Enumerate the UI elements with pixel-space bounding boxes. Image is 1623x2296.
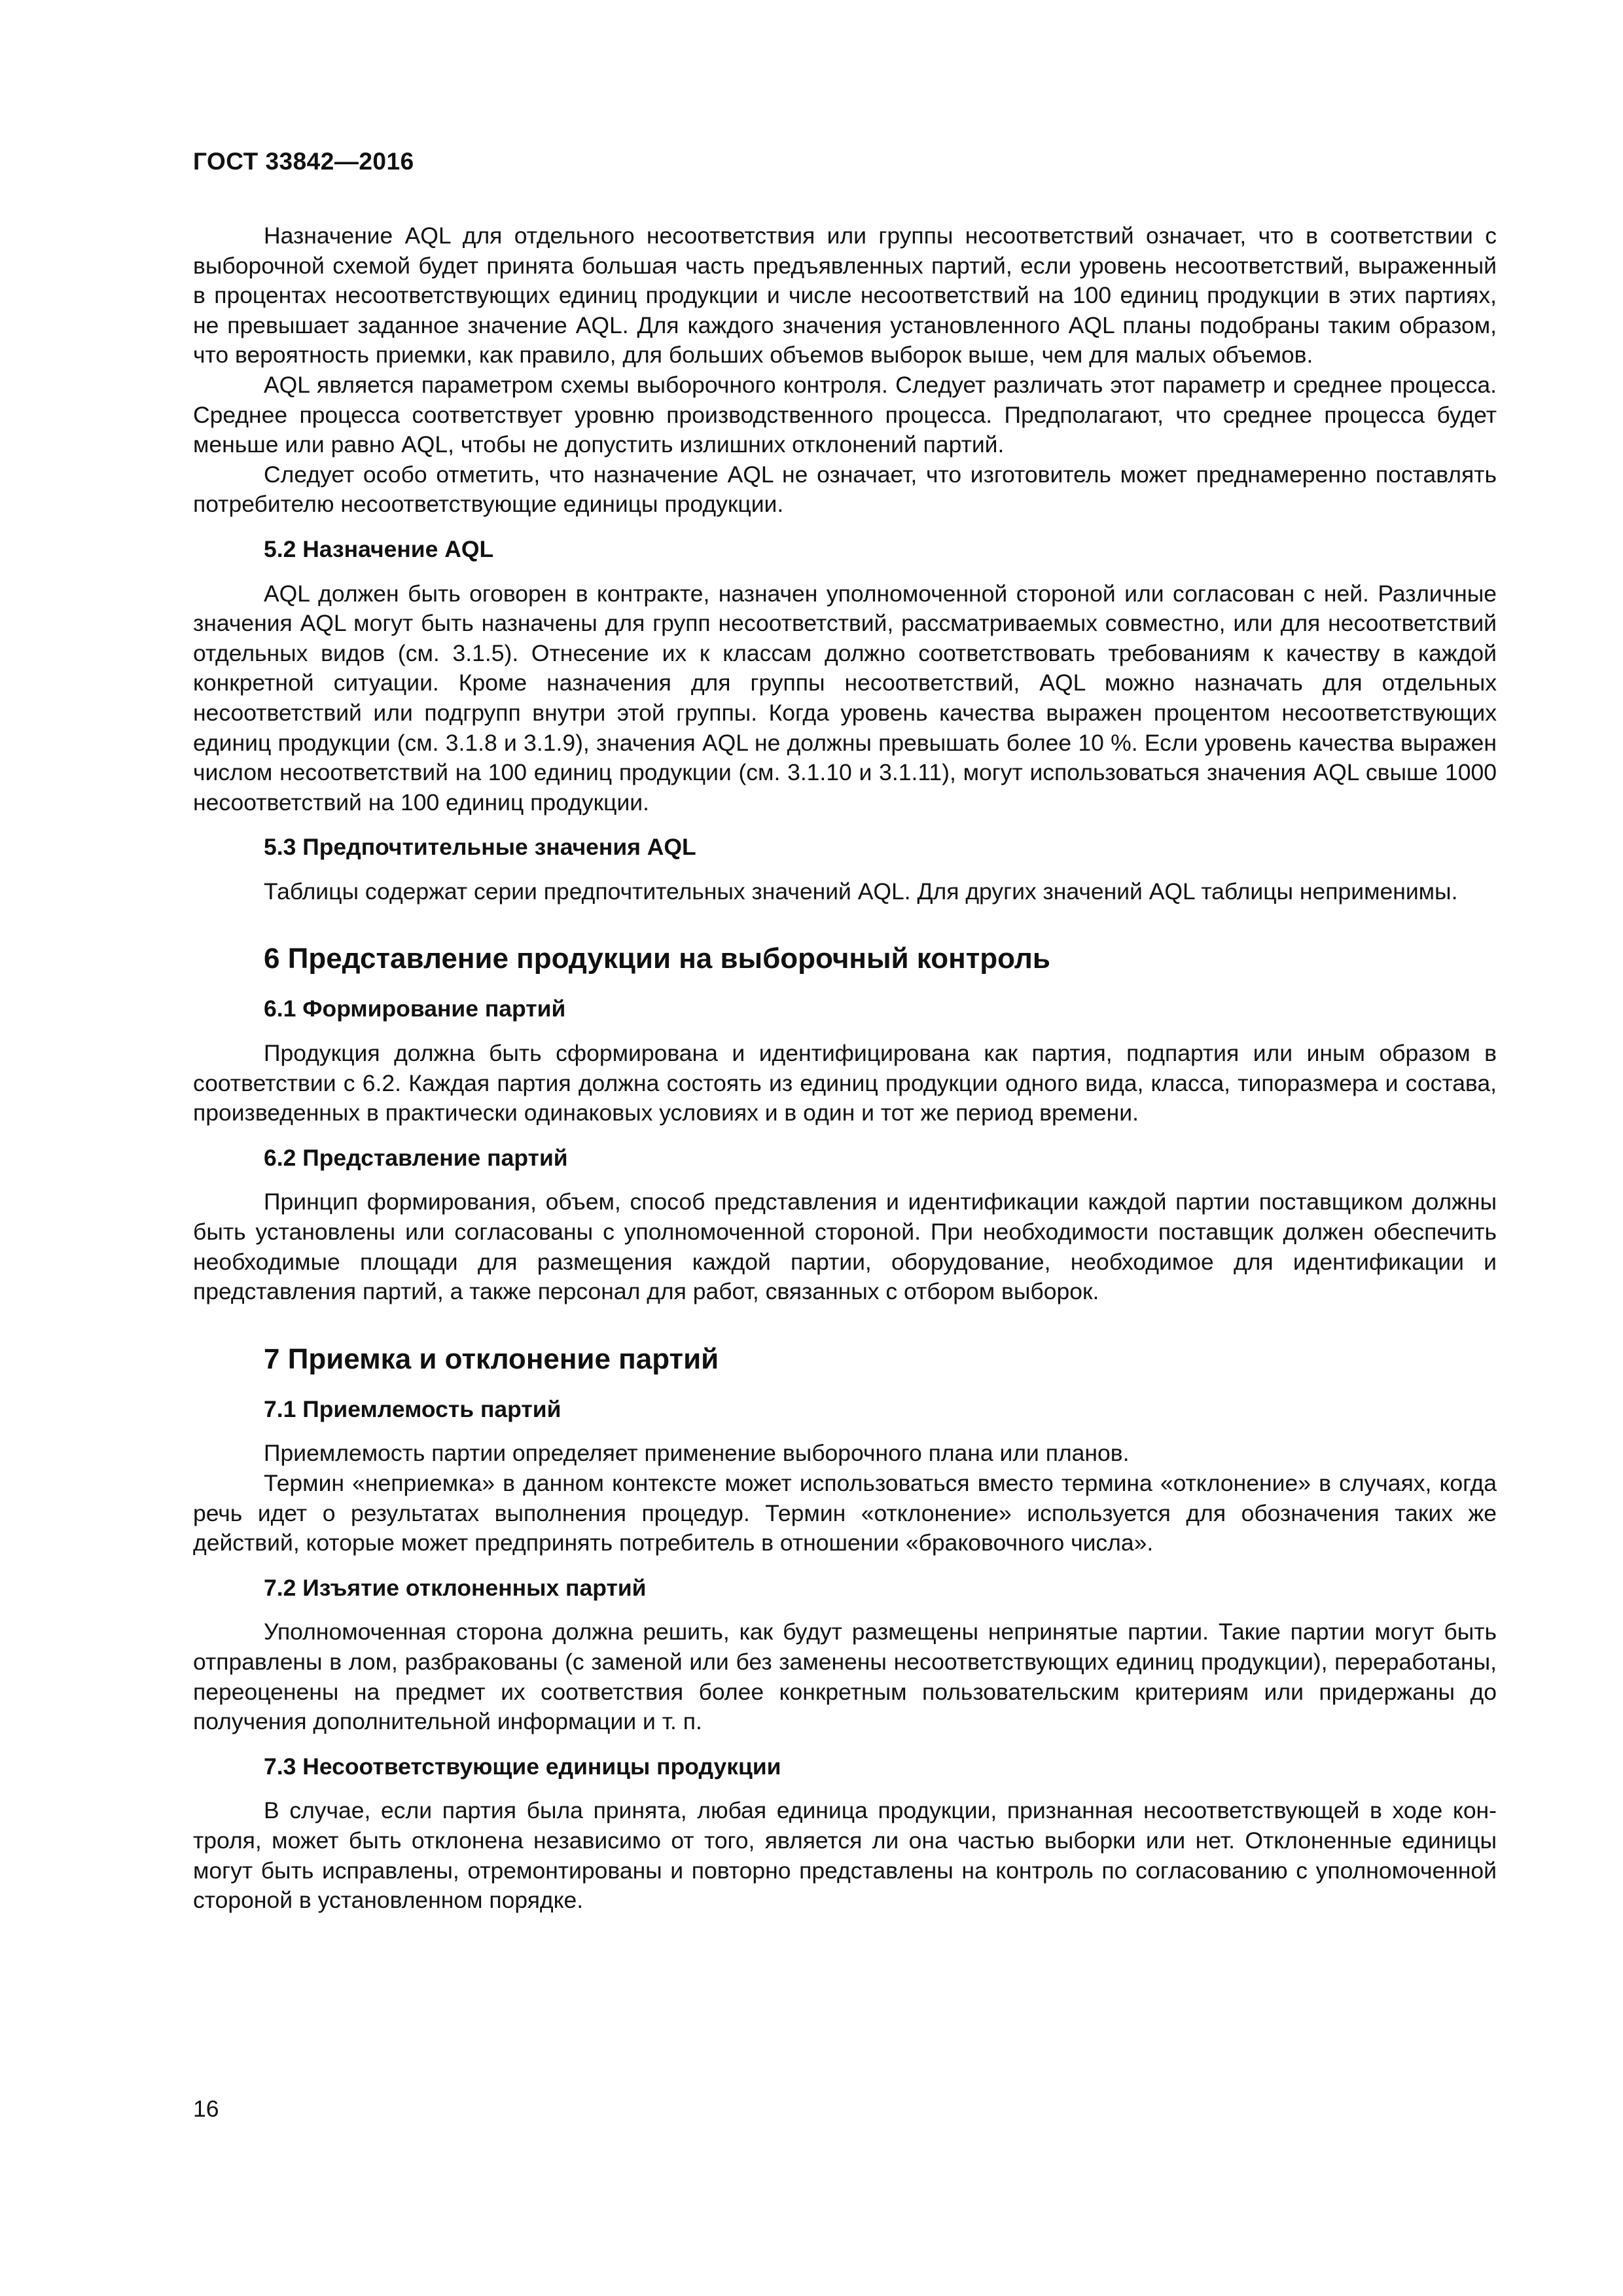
section-heading-6-1: 6.1 Формирование партий bbox=[264, 996, 566, 1022]
section-heading-7-2: 7.2 Изъятие отклоненных партий bbox=[264, 1574, 647, 1601]
paragraph: Продукция должна быть сформирована и идентифицирована как партия, подпартия или иным образом в соответствии с 6.2. Каждая партия должна состоять из единиц продукции одного вида, класса, типоразмера и состава, произведенных в практически одинаковых условиях и в один и тот же период времени. bbox=[193, 1040, 1497, 1126]
paragraph: Приемлемость партии определяет применение выборочного плана или планов. bbox=[264, 1440, 1130, 1467]
paragraph: Принцип формирования, объем, способ представления и идентификации каждой партии поставщиком должны быть установлены или согласованы с уполномоченной стороной. При необходимости поставщик должен обеспечить необходимые площади для размещения каждой партии, оборудование, необходимое для идентификации и представления партий, а также персонал для работ, связанных с отбором выборок. bbox=[193, 1189, 1497, 1305]
paragraph: Таблицы содержат серии предпочтительных значений AQL. Для других значений AQL таблицы неприменимы. bbox=[264, 878, 1458, 905]
section-heading-7-1: 7.1 Приемлемость партий bbox=[264, 1395, 562, 1422]
paragraph: AQL является параметром схемы выборочного контроля. Следует различать этот параметр и среднее процесса. Среднее процесса соответствует уровню производственного процесса. Предполагают, что среднее процесса будет меньше или равно AQL, чтобы не допустить излишних отклонений партий. bbox=[193, 371, 1497, 458]
paragraph: Следует особо отметить, что назначение AQL не означает, что изготовитель может преднамеренно поставлять потребителю несоответствующие единицы продукции. bbox=[193, 461, 1497, 518]
section-heading-5-2: 5.2 Назначение AQL bbox=[264, 535, 494, 562]
document-body bbox=[193, 221, 1497, 1916]
section-heading-5-3: 5.3 Предпочтительные значения AQL bbox=[264, 834, 696, 861]
paragraph: В случае, если партия была принята, любая единица продукции, признанная несоответствующей в ходе контроля, может быть отклонена независимо от того, является ли она частью выборки или нет. Отклоненные единицы могут быть исправлены, отремонтированы и повторно представлены на контроль по согласованию с уполномоченной стороной в установленном порядке. bbox=[193, 1797, 1497, 1914]
paragraph: Уполномоченная сторона должна решить, как будут размещены непринятые партии. Такие партии могут быть отправлены в лом, разбракованы (с заменой или без заменены несоответствующих единиц продукции), переработаны, переоценены на предмет их соответствия более конкретным пользовательским критериям или придержаны до получения дополнительной информации и т. п. bbox=[193, 1619, 1497, 1735]
paragraph: AQL должен быть оговорен в контракте, назначен уполномоченной стороной или согласован с ней. Различные значения AQL могут быть назначены для групп несоответствий, рассматриваемых совместно, или для несоответствий отдельных видов (см. 3.1.5). Отнесение их к классам должно соответствовать требованиям к качеству в каждой конкретной ситуации. Кроме назначения для группы несоответствий, AQL можно назначать для отдельных несоответствий или подгрупп внутри этой группы. Когда уровень качества выражен процентом несоответствующих единиц продукции (см. 3.1.8 и 3.1.9), значения AQL не должны превышать более 10 %. Если уровень качества выражен числом несоответствий на 100 единиц продукции (см. 3.1.10 и 3.1.11), могут использоваться значения AQL свыше 1000 несоответствий на 100 единиц продукции. bbox=[193, 580, 1497, 816]
section-heading-6-2: 6.2 Представление партий bbox=[264, 1144, 568, 1171]
chapter-heading-6: 6 Представление продукции на выборочный контроль bbox=[264, 942, 1050, 975]
section-heading-7-3: 7.3 Несоответствующие единицы продукции bbox=[264, 1753, 781, 1780]
page-number: 16 bbox=[193, 2096, 219, 2122]
paragraph: Термин «неприемка» в данном контексте может использоваться вместо термина «отклонение» в случаях, когда речь идет о результатах выполнения процедур. Термин «отклонение» используется для обозначения таких же действий, которые может предпринять потребитель в отношении «браковочного числа». bbox=[193, 1470, 1497, 1556]
paragraph: Назначение AQL для отдельного несоответствия или группы несоответствий означает, что в соответствии с выборочной схемой будет принята большая часть предъявленных партий, если уровень несоответствий, выраженный в процентах несоответствующих единиц продукции и числе несоответствий на 100 единиц продукции в этих партиях, не превышает заданное значение AQL. Для каждого значения установленного AQL планы подобраны таким образом, что вероятность приемки, как правило, для больших объемов выборок выше, чем для малых объемов. bbox=[193, 223, 1497, 368]
chapter-heading-7: 7 Приемка и отклонение партий bbox=[264, 1342, 719, 1375]
document-header: ГОСТ 33842—2016 bbox=[193, 148, 414, 175]
